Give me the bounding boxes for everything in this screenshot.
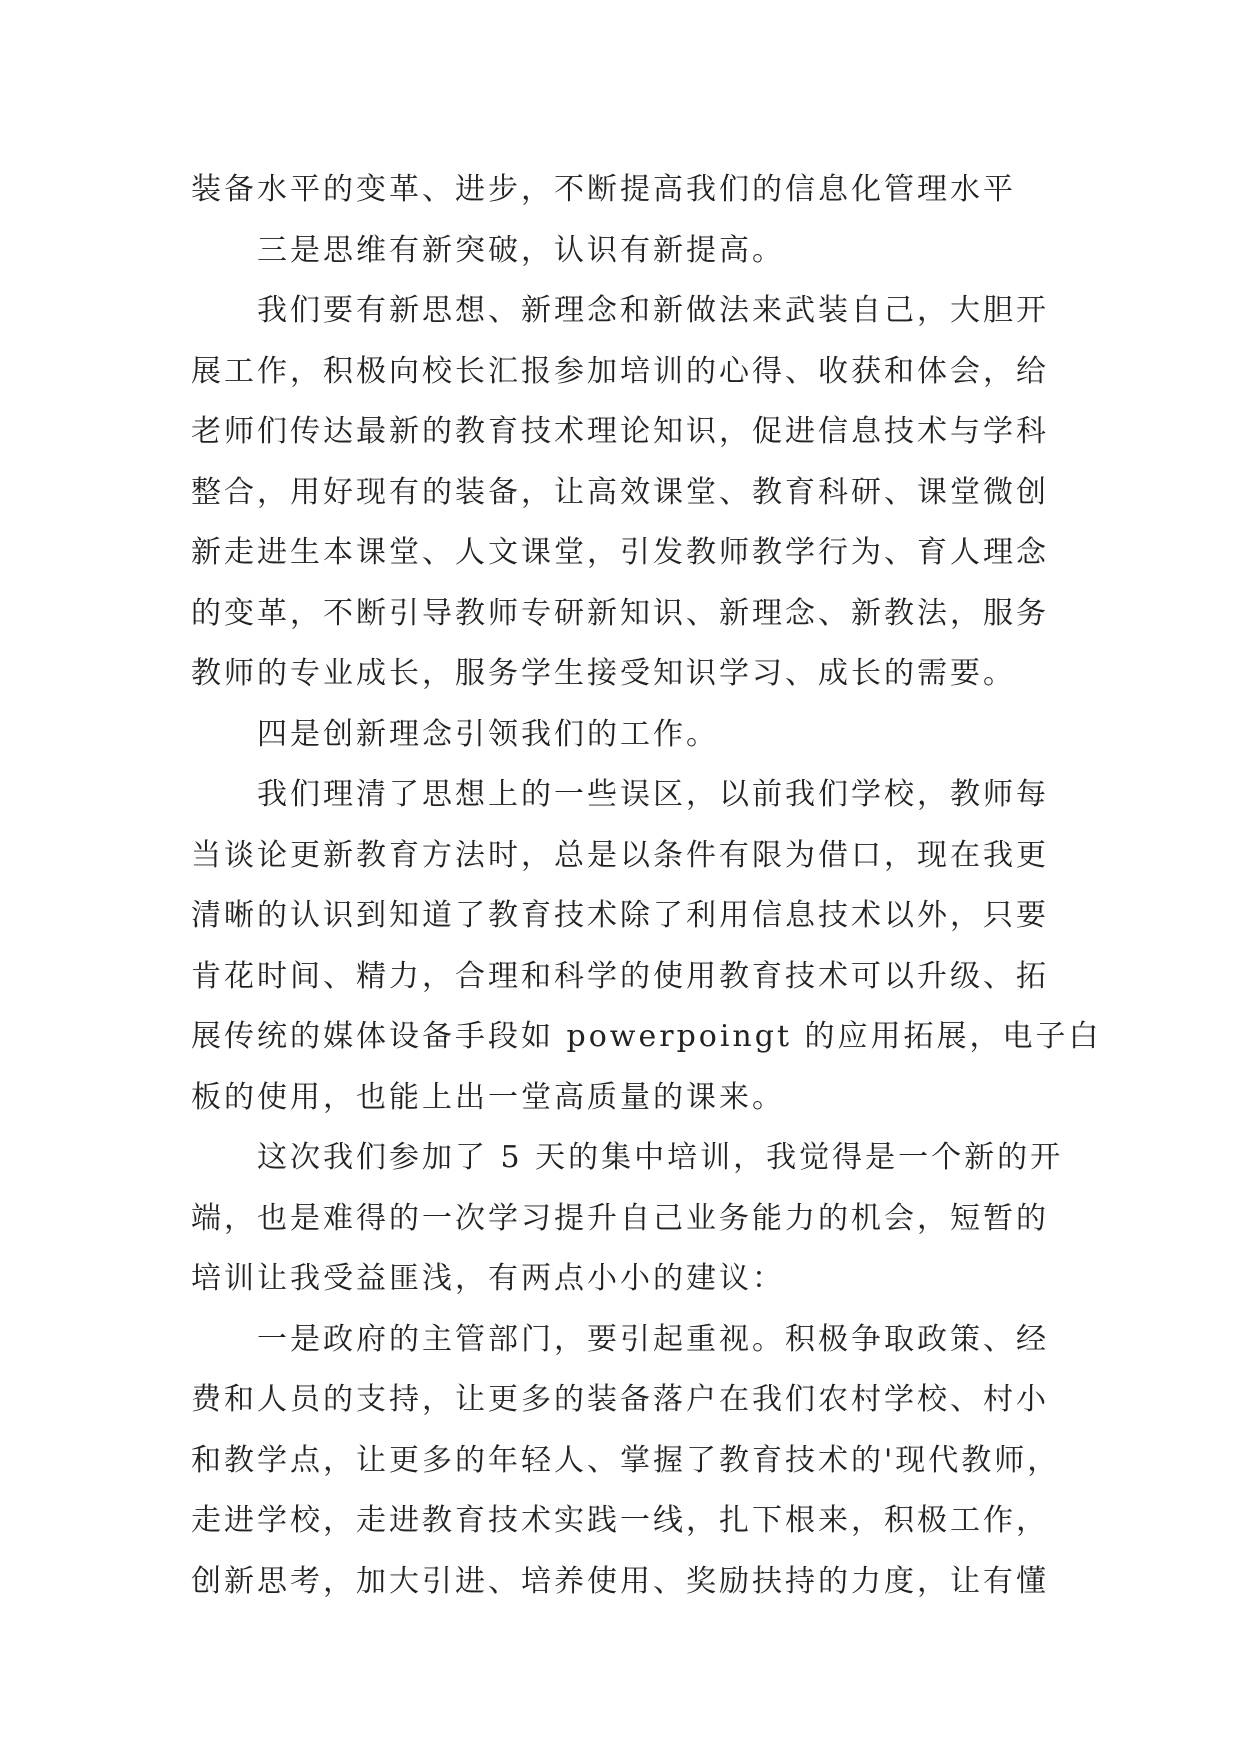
text-line: 整合，用好现有的装备，让高效课堂、教育科研、课堂微创 <box>191 474 1049 510</box>
paragraph-first-line: 我们要有新思想、新理念和新做法来武装自己，大胆开 <box>257 293 1049 328</box>
paragraph-heading: 三是思维有新突破，认识有新提高。 <box>257 232 785 268</box>
text-line: 创新思考，加大引进、培养使用、奖励扶持的力度，让有懂 <box>191 1563 1049 1599</box>
text-line: 新走进生本课堂、人文课堂，引发教师教学行为、育人理念 <box>191 535 1049 570</box>
text-line: 端，也是难得的一次学习提升自己业务能力的机会，短暂的 <box>191 1200 1049 1236</box>
paragraph-heading: 四是创新理念引领我们的工作。 <box>257 716 719 752</box>
text-line: 清晰的认识到知道了教育技术除了利用信息技术以外，只要 <box>191 898 1049 933</box>
paragraph-first-line: 一是政府的主管部门，要引起重视。积极争取政策、经 <box>257 1321 1049 1357</box>
text-line: 走进学校，走进教育技术实践一线，扎下根来，积极工作， <box>191 1503 1049 1538</box>
text-line: 板的使用，也能上出一堂高质量的课来。 <box>191 1079 785 1115</box>
paragraph-first-line: 我们理清了思想上的一些误区，以前我们学校，教师每 <box>257 777 1049 812</box>
text-line: 当谈论更新教育方法时，总是以条件有限为借口，现在我更 <box>191 837 1049 873</box>
text-line: 老师们传达最新的教育技术理论知识，促进信息技术与学科 <box>191 414 1049 449</box>
text-line: 和教学点，让更多的年轻人、掌握了教育技术的'现代教师， <box>191 1442 1061 1478</box>
text-line: 培训让我受益匪浅，有两点小小的建议： <box>191 1261 785 1296</box>
document-body <box>191 160 1102 1612</box>
text-line: 的变革，不断引导教师专研新知识、新理念、新教法，服务 <box>191 595 1049 631</box>
text-line: 教师的专业成长，服务学生接受知识学习、成长的需要。 <box>191 656 1016 691</box>
paragraph-first-line: 这次我们参加了 5 天的集中培训，我觉得是一个新的开 <box>257 1140 1064 1175</box>
text-line: 费和人员的支持，让更多的装备落户在我们农村学校、村小 <box>191 1382 1049 1417</box>
text-line: 展传统的媒体设备手段如 powerpoingt 的应用拓展，电子白 <box>191 1019 1102 1054</box>
text-line: 展工作，积极向校长汇报参加培训的心得、收获和体会，给 <box>191 353 1049 389</box>
text-line: 肯花时间、精力，合理和科学的使用教育技术可以升级、拓 <box>191 958 1049 994</box>
text-line: 装备水平的变革、进步，不断提高我们的信息化管理水平 <box>191 172 1016 207</box>
